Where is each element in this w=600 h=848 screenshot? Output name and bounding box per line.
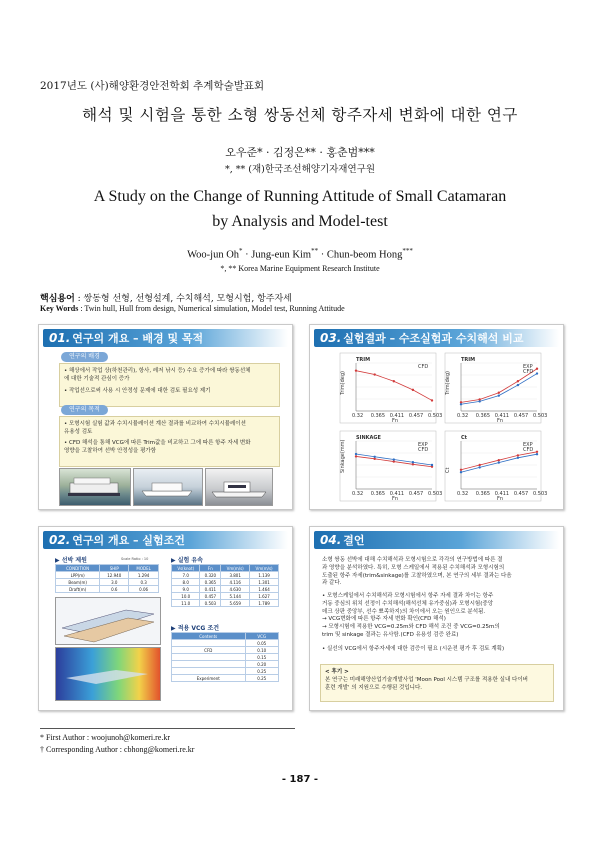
chart-title: TRIM (461, 357, 476, 363)
cfd-simulation-image (55, 647, 161, 701)
data-point (373, 456, 375, 458)
footnote-rule (40, 728, 295, 729)
poster-panel-04 (309, 526, 564, 711)
catamaran-photo-2 (133, 468, 203, 506)
legend-entry: EXP (418, 442, 428, 448)
data-point (517, 454, 519, 456)
author-2-mark: ** (311, 247, 319, 255)
x-tick-label: 0.32 (352, 491, 364, 497)
x-axis-label: Fn (392, 418, 399, 424)
data-point (373, 458, 375, 460)
ship-spec-table: CONDITION SHIP MODEL LPP(m) 12.940 1.294 Beam(m) 3.0 0.3 Draft(m) 0.6 0.06 (55, 564, 159, 593)
legend-entry: CFD (523, 369, 534, 375)
ship-spec-heading: ▶ 선박 제원 (55, 557, 87, 564)
panel-04-title: 04. 결언 (314, 531, 559, 549)
chart-title: TRIM (356, 357, 371, 363)
x-tick-label: 0.32 (457, 491, 469, 497)
data-point (498, 394, 500, 396)
authors-english (0, 247, 600, 261)
background-bullets: • 해상에서 작업 상(하천관리), 항사, 레저 낚시 등) 수요 증가에 따라 쌍동선체 에 대한 기술적 관심이 증가 • 작업선으로써 사용 시 안정성 문제에 대한 검토 필요성 제기 (59, 363, 280, 407)
data-point (498, 459, 500, 461)
x-tick-label: 0.411 (494, 491, 510, 497)
author-1-mark: * (239, 247, 243, 255)
data-point (478, 400, 480, 402)
affiliation-english: *, ** Korea Marine Equipment Research Institute (220, 264, 380, 273)
y-axis-label: Sinkage(mm) (340, 439, 346, 473)
keywords-english-label: Key Words (40, 304, 79, 313)
footnote-corresponding-author: † Corresponding Author : cbhong@komeri.re.kr (40, 745, 195, 754)
x-tick-label: 0.457 (408, 491, 424, 497)
poster-panel-03 (309, 324, 564, 510)
poster-panel-02 (38, 526, 293, 711)
title-korean: 해석 및 시험을 통한 소형 쌍동선체 항주자세 변화에 대한 연구 (82, 106, 518, 124)
legend-entry: CFD (418, 364, 429, 370)
chart-title: Ct (461, 435, 468, 441)
data-point (393, 458, 395, 460)
background-subhead: 연구의 배경 (61, 352, 108, 362)
trim-chart-cfd (340, 353, 443, 424)
data-point (536, 453, 538, 455)
y-axis-label: Trim(deg) (445, 371, 451, 395)
x-tick-label: 0.503 (428, 413, 443, 419)
x-tick-label: 0.365 (370, 491, 386, 497)
legend-entry: CFD (418, 447, 429, 453)
chart-title: SINKAGE (356, 435, 381, 441)
title-english (0, 184, 600, 234)
x-tick-label: 0.503 (533, 491, 548, 497)
data-point (460, 469, 462, 471)
data-point (431, 399, 433, 401)
x-axis-label: Fn (497, 496, 504, 502)
data-point (498, 392, 500, 394)
x-tick-label: 0.411 (494, 413, 510, 419)
scale-ratio-note: Scale Ratio : 10 (121, 557, 149, 561)
x-tick-label: 0.411 (389, 413, 405, 419)
data-point (478, 464, 480, 466)
panel-02-title: 02. 연구의 개요 – 실험조건 (43, 531, 288, 549)
x-tick-label: 0.365 (370, 413, 386, 419)
x-tick-label: 0.411 (389, 491, 405, 497)
data-point (536, 372, 538, 374)
vcg-condition-table: Contents VCG 0.05 CFD 0.10 0.15 0.20 0.25 Experiment 0.25 (171, 632, 279, 682)
x-tick-label: 0.457 (408, 413, 424, 419)
data-point (478, 466, 480, 468)
data-point (460, 403, 462, 405)
data-point (412, 461, 414, 463)
legend-entry: CFD (523, 447, 534, 453)
keywords-english-text: : Twin hull, Hull from design, Numerical simulation, Model test, Running Attitude (78, 304, 345, 313)
data-point (498, 461, 500, 463)
data-point (355, 369, 357, 371)
data-point (517, 380, 519, 382)
data-point (517, 384, 519, 386)
keywords-korean-label: 핵심용어 (40, 294, 75, 304)
legend-entry: EXP (523, 364, 533, 370)
conference-header: 2017년도 (사)해양환경안전학회 추계학술발표회 (40, 80, 265, 92)
legend-entry: EXP (523, 442, 533, 448)
x-tick-label: 0.365 (475, 413, 491, 419)
data-point (412, 389, 414, 391)
data-point (393, 380, 395, 382)
title-english-line1: A Study on the Change of Running Attitude of Small Catamaran (93, 188, 507, 205)
conclusion-intro: 소형 쌍동 선박에 대해 수치해석과 모형시험으로 각각의 연구방법에 따른 결 과 영향을 분석하였다. 특히, 모형 스케일에서 적용된 수치해석과 모형시험의 도출된 항주 자세(trim&sinkage)를 고찰하였으며, 본 연구의 세부 결과는 다음 과 같다. (322, 557, 512, 587)
author-2: · Jung-eun Kim (242, 249, 312, 261)
purpose-bullets: • 모형시험 실험 값과 수치시뮬레이션 계산 결과를 비교하여 수치시뮬레이션 유용성 검토 • CFD 해석을 통해 VCG에 따른 Trim값을 비교하고 그에 따른 항주 자세 변화 영향을 고찰하여 선박 안정성을 평가함 (59, 416, 280, 467)
x-tick-label: 0.457 (513, 491, 529, 497)
page-number: - 187 - (281, 774, 319, 785)
conclusion-future: • 실선의 VCG에서 항주자세에 대한 검증이 필요 (시운전 평가 후 검토 계획) (322, 646, 505, 652)
catamaran-photo-1 (59, 468, 131, 506)
x-tick-label: 0.32 (457, 413, 469, 419)
vcg-condition-heading: ▶ 적용 VCG 조건 (171, 625, 220, 632)
test-speed-table: Vs(knot) Fn Vm(m/s) Vm(m/s) 7.0 0.320 3.801 1.139 8.0 0.365 4.116 1.301 9.0 0.411 4.630 1.464 10.0 0.457 5.144 1.627 11.0 0.503 5.659 1.789 (171, 564, 279, 607)
author-3-mark: *** (402, 247, 413, 255)
author-3: · Chun-beom Hong (318, 249, 403, 261)
y-axis-label: Trim(deg) (340, 371, 346, 395)
keywords-english (40, 304, 345, 313)
acknowledgement-box: < 후기 > 본 연구는 미래해양산업기술개발사업 'Moon Pool 시스템 구조를 적용한 실내 다이버 훈련 개발' 의 지원으로 수행된 것입니다. (320, 664, 554, 702)
y-axis-label: Ct (445, 467, 451, 473)
x-axis-label: Fn (392, 496, 399, 502)
data-point (460, 471, 462, 473)
test-speed-heading: ▶ 실험 유속 (171, 557, 203, 564)
affiliation-korean: *, ** (재)한국조선해양기자재연구원 (224, 164, 376, 175)
data-point (355, 453, 357, 455)
author-1: Woo-jun Oh (187, 249, 240, 261)
data-point (412, 463, 414, 465)
sinkage-chart (340, 431, 443, 502)
trim-chart-compare (445, 353, 548, 424)
authors-korean: 오우준* · 김정은** · 홍춘범*** (225, 146, 375, 159)
ct-chart (445, 431, 548, 502)
footnote-first-author: * First Author : woojunoh@komeri.re.kr (40, 733, 171, 742)
data-point (517, 457, 519, 459)
data-point (536, 451, 538, 453)
x-tick-label: 0.503 (428, 491, 443, 497)
data-point (355, 455, 357, 457)
hull-model-render (55, 597, 161, 645)
x-tick-label: 0.32 (352, 413, 364, 419)
conclusion-findings: • 모형스케일에서 수치해석과 모형시험에서 항주 자세 결과 차이는 항주 거동 중심의 위치 선정이 수치해석(해석선체 유가중심)과 모형시험(중앙 데크 상판 중앙부, 선수 뾰족하지)의 차이에서 오는 원인으로 분석됨. → VCG변화에 따른 항주 자세 변화 확인(CFD 해석) → 모형시험에 적용한 VCG=0.25m와 CFD 해석 조건 중 VCG=0.25m의 trim 및 sinkage 결과는 유사함.(CFD 유용성 검증 완료) (322, 593, 500, 638)
chart-svg (340, 353, 443, 424)
chart-svg (340, 431, 443, 502)
title-english-line2: by Analysis and Model-test (212, 213, 388, 230)
data-point (536, 368, 538, 370)
x-tick-label: 0.457 (513, 413, 529, 419)
panel-03-title: 03. 실험결과 – 수조실험과 수치해석 비교 (314, 329, 559, 347)
keywords-korean-text: : 쌍동형 선형, 선형설계, 수치해석, 모형시험, 항주자세 (74, 294, 292, 304)
keywords-korean (40, 291, 292, 304)
catamaran-photo-3 (205, 468, 273, 506)
x-tick-label: 0.365 (475, 491, 491, 497)
data-point (393, 460, 395, 462)
chart-svg (445, 431, 548, 502)
data-point (373, 373, 375, 375)
x-tick-label: 0.503 (533, 413, 548, 419)
poster-panel-01 (38, 324, 293, 510)
chart-svg (445, 353, 548, 424)
data-point (431, 464, 433, 466)
panel-01-title: 01. 연구의 개요 – 배경 및 목적 (43, 329, 288, 347)
x-axis-label: Fn (497, 418, 504, 424)
purpose-subhead: 연구의 목적 (61, 405, 108, 415)
